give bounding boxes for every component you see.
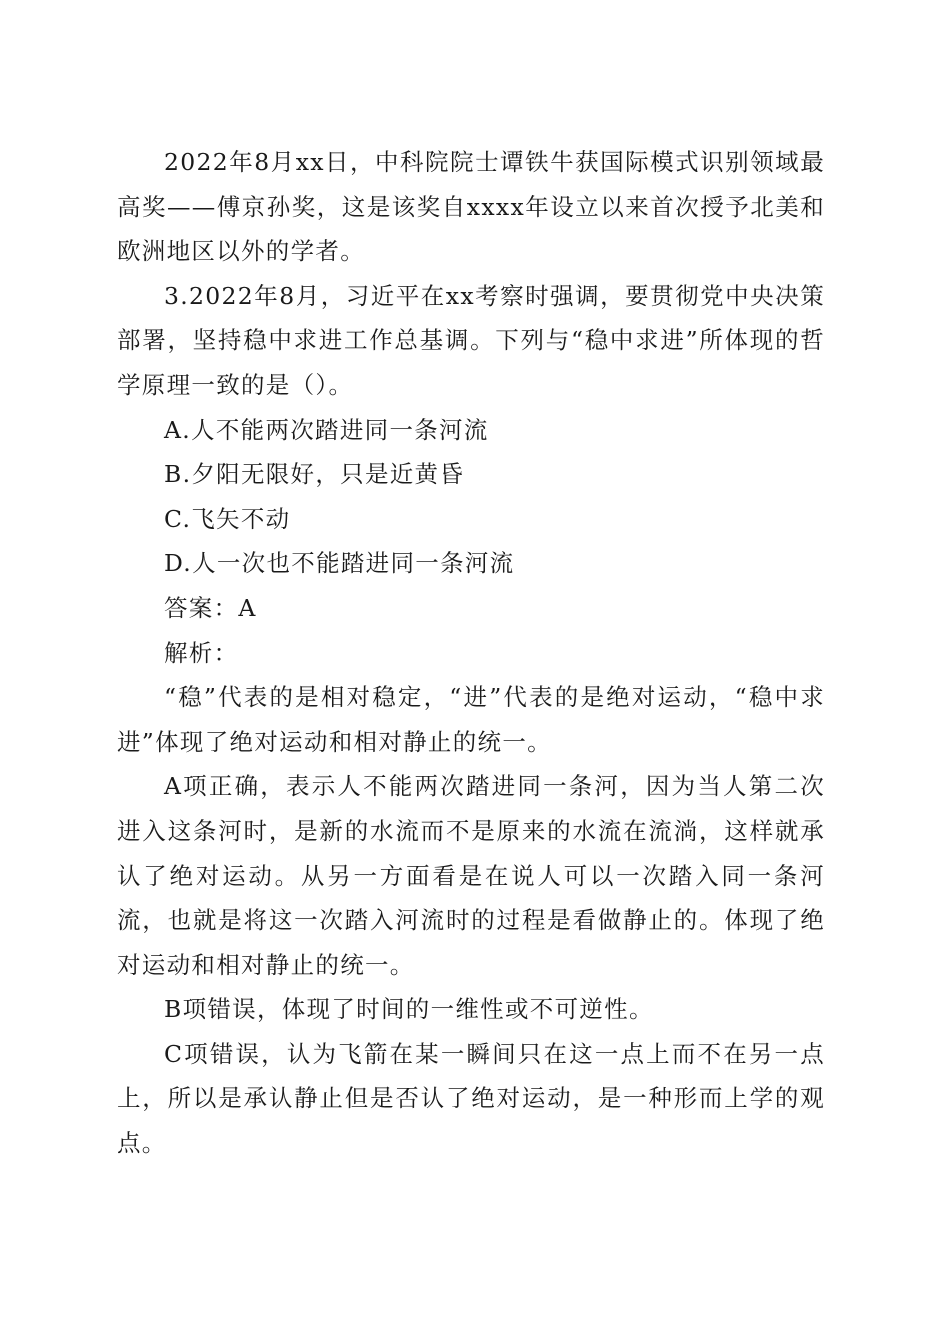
analysis-option-c: C项错误，认为飞箭在某一瞬间只在这一点上而不在另一点上，所以是承认静止但是否认了绝对运动，是一种形而上学的观点。 xyxy=(117,1039,825,1158)
analysis-paragraph: “稳”代表的是相对稳定，“进”代表的是绝对运动，“稳中求进”体现了绝对运动和相对静止的统一。 xyxy=(117,683,825,756)
paragraph-award-news: 2022年8月xx日，中科院院士谭铁牛获国际模式识别领域最高奖——傅京孙奖，这是该奖自xxxx年设立以来首次授予北美和欧洲地区以外的学者。 xyxy=(117,148,825,266)
option-b: B.夕阳无限好，只是近黄昏 xyxy=(164,460,465,489)
analysis-option-b: B项错误，体现了时间的一维性或不可逆性。 xyxy=(164,995,654,1024)
option-c: C.飞矢不动 xyxy=(164,504,291,533)
analysis-option-a: A项正确，表示人不能两次踏进同一条河，因为当人第二次进入这条河时，是新的水流而不是原来的水流在流淌，这样就承认了绝对运动。从另一方面看是在说人可以一次踏入同一条河流，也就是将这一次踏入河流时的过程是看做静止的。体现了绝对运动和相对静止的统一。 xyxy=(117,772,825,979)
document-body xyxy=(117,140,825,1166)
option-a: A.人不能两次踏进同一条河流 xyxy=(164,415,489,444)
option-d: D.人一次也不能踏进同一条河流 xyxy=(164,549,515,578)
answer-line: 答案：A xyxy=(164,593,257,622)
analysis-heading: 解析： xyxy=(164,638,239,667)
question-3-stem: 3.2022年8月，习近平在xx考察时强调，要贯彻党中央决策部署，坚持稳中求进工作总基调。下列与“稳中求进”所体现的哲学原理一致的是（）。 xyxy=(117,281,825,399)
